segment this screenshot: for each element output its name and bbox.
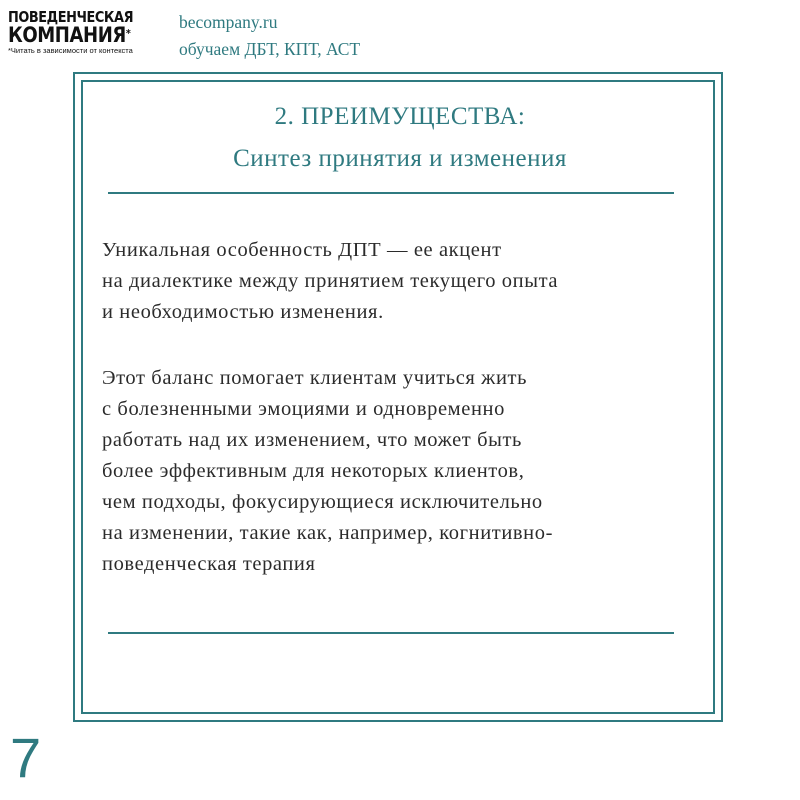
paragraph-line: работать над их изменением, что может быть — [102, 429, 522, 451]
logo-asterisk: * — [125, 27, 131, 40]
card-title — [0, 96, 800, 180]
divider-bottom — [108, 632, 674, 634]
paragraph-line: с болезненными эмоциями и одновременно — [102, 398, 505, 420]
card-title-subheading: Синтез принятия и изменения — [233, 145, 567, 172]
paragraph-line: на изменении, такие как, например, когнитивно- — [102, 522, 554, 544]
paragraph-line: и необходимостью изменения. — [102, 301, 384, 323]
divider-top — [108, 192, 674, 194]
paragraph-line: более эффективным для некоторых клиентов, — [102, 460, 525, 482]
paragraph-2 — [102, 363, 722, 580]
logo-line-2 — [8, 25, 144, 46]
site-tagline: обучаем ДБТ, КПТ, АСТ — [179, 39, 361, 59]
paragraph-line: Уникальная особенность ДПТ — ее акцент — [102, 239, 502, 261]
paragraph-1 — [102, 235, 722, 328]
company-logo — [8, 9, 166, 55]
logo-line-1: ПОВЕДЕНЧЕСКАЯ — [8, 8, 134, 26]
paragraph-line: Этот баланс помогает клиентам учиться жить — [102, 367, 528, 389]
logo-wordmark: КОМПАНИЯ — [8, 23, 126, 47]
logo-tagline: *Читать в зависимости от контекста — [8, 46, 133, 55]
paragraph-line: чем подходы, фокусирующиеся исключительно — [102, 491, 543, 513]
page-number: 7 — [10, 726, 42, 789]
card-title-heading: 2. ПРЕИМУЩЕСТВА: — [274, 103, 526, 130]
paragraph-line: поведенческая терапия — [102, 553, 316, 575]
site-url: becompany.ru — [179, 12, 278, 32]
site-info — [179, 9, 360, 63]
paragraph-line: на диалектике между принятием текущего опыта — [102, 270, 559, 292]
